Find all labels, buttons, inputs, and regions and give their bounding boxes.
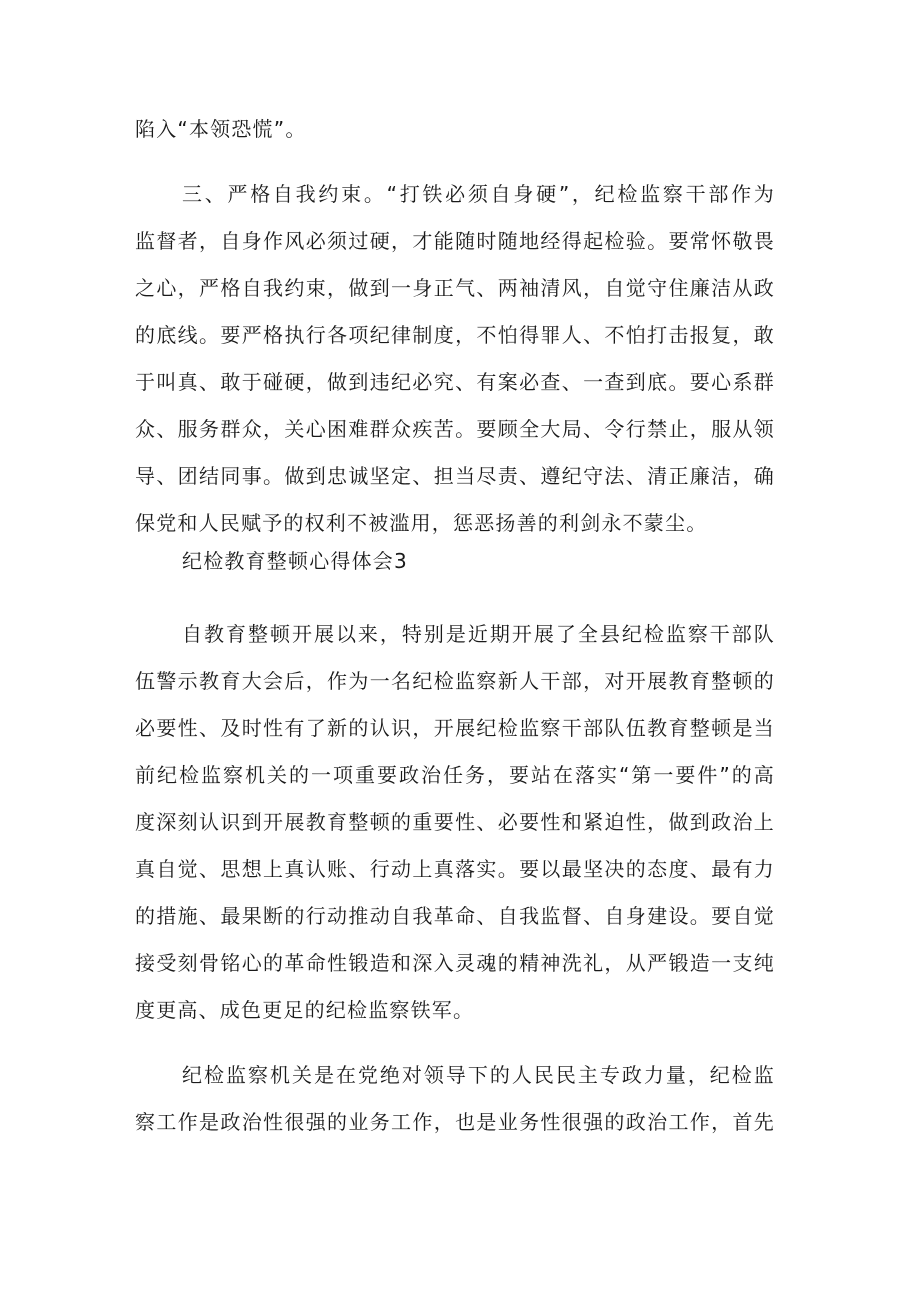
paragraph-line: 陷入“本领恐慌”。 [135, 117, 307, 141]
paragraph-line: 接受刻骨铭心的革命性锻造和深入灵魂的精神洗礼，从严锻造一支纯 [135, 951, 775, 975]
paragraph-line: 真自觉、思想上真认账、行动上真落实。要以最坚决的态度、最有力 [135, 857, 775, 881]
paragraph-line: 于叫真、敢于碰硬，做到违纪必究、有案必查、一查到底。要心系群 [135, 370, 775, 394]
paragraph-line: 度深刻认识到开展教育整顿的重要性、必要性和紧迫性，做到政治上 [135, 810, 775, 834]
paragraph-line: 前纪检监察机关的一项重要政治任务，要站在落实“第一要件”的高 [135, 763, 775, 787]
paragraph-line: 的底线。要严格执行各项纪律制度，不怕得罪人、不怕打击报复，敢 [135, 323, 775, 347]
paragraph-line: 导、团结同事。做到忠诚坚定、担当尽责、遵纪守法、清正廉洁，确 [135, 464, 775, 488]
paragraph-line: 伍警示教育大会后，作为一名纪检监察新人干部，对开展教育整顿的 [135, 669, 775, 693]
paragraph-line: 度更高、成色更足的纪检监察铁军。 [135, 998, 475, 1022]
paragraph-line: 监督者，自身作风必须过硬，才能随时随地经得起检验。要常怀敬畏 [135, 229, 775, 253]
paragraph-line: 众、服务群众，关心困难群众疾苦。要顾全大局、令行禁止，服从领 [135, 417, 775, 441]
paragraph-line: 的措施、最果断的行动推动自我革命、自我监督、自身建设。要自觉 [135, 904, 775, 928]
section-heading: 纪检教育整顿心得体会3 [182, 549, 408, 573]
paragraph-line: 之心，严格自我约束，做到一身正气、两袖清风，自觉守住廉洁从政 [135, 276, 775, 300]
paragraph-line: 保党和人民赋予的权利不被滥用，惩恶扬善的利剑永不蒙尘。 [135, 511, 708, 535]
paragraph-line: 自教育整顿开展以来，特别是近期开展了全县纪检监察干部队 [182, 622, 775, 646]
paragraph-line: 察工作是政治性很强的业务工作，也是业务性很强的政治工作，首先 [135, 1110, 775, 1134]
paragraph-line: 必要性、及时性有了新的认识，开展纪检监察干部队伍教育整顿是当 [135, 716, 775, 740]
paragraph-line: 纪检监察机关是在党绝对领导下的人民民主专政力量，纪检监 [182, 1063, 775, 1087]
paragraph-line: 三、严格自我约束。“打铁必须自身硬”，纪检监察干部作为 [182, 182, 775, 206]
